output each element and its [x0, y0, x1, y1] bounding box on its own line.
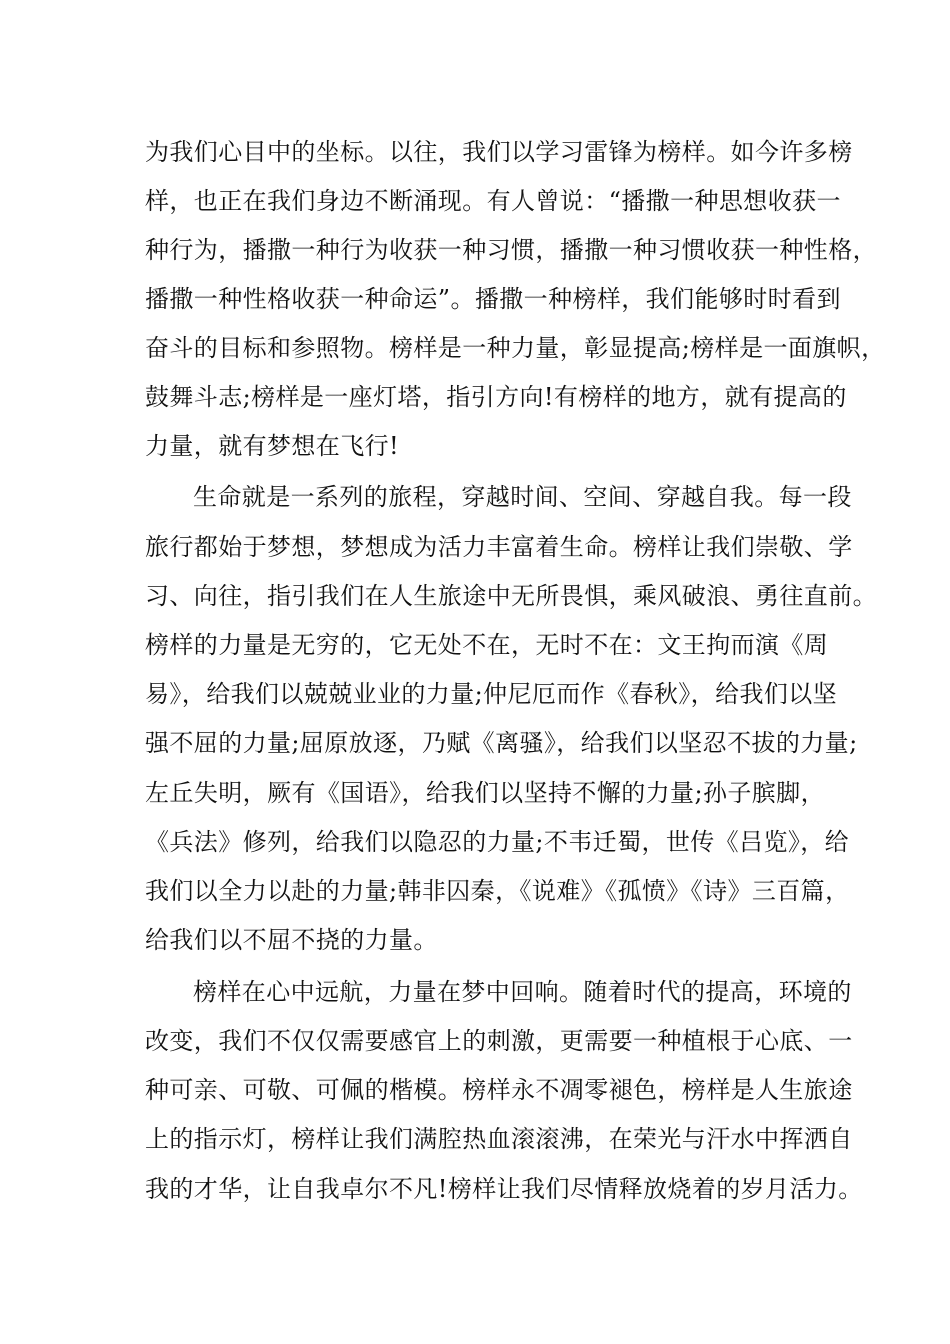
text-line: 样，也正在我们身边不断涌现。有人曾说：“播撒一种思想收获一	[145, 187, 841, 215]
text-line: 给我们以不屈不挠的力量。	[145, 926, 438, 954]
text-line: 改变，我们不仅仅需要感官上的刺激，更需要一种植根于心底、一	[145, 1027, 853, 1055]
text-line: 我的才华，让自我卓尔不凡!榜样让我们尽情释放烧着的岁月活力。	[145, 1175, 863, 1203]
text-line: 榜样的力量是无穷的，它无处不在，无时不在：文王拘而演《周	[145, 631, 829, 659]
text-line: 播撒一种性格收获一种命运”。播撒一种榜样，我们能够时时看到	[145, 285, 841, 313]
text-line: 旅行都始于梦想，梦想成为活力丰富着生命。榜样让我们崇敬、学	[145, 533, 853, 561]
text-line: 强不屈的力量;屈原放逐，乃赋《离骚》，给我们以坚忍不拔的力量;	[145, 729, 858, 757]
text-line: 生命就是一系列的旅程，穿越时间、空间、穿越自我。每一段	[193, 483, 852, 511]
text-line: 我们以全力以赴的力量;韩非囚秦，《说难》《孤愤》《诗》三百篇，	[145, 877, 850, 905]
text-line: 种行为，播撒一种行为收获一种习惯，播撒一种习惯收获一种性格，	[145, 236, 877, 264]
text-line: 力量，就有梦想在飞行!	[145, 432, 400, 460]
text-line: 左丘失明，厥有《国语》，给我们以坚持不懈的力量;孙子膑脚，	[145, 779, 825, 807]
text-line: 为我们心目中的坐标。以往，我们以学习雷锋为榜样。如今许多榜	[145, 138, 853, 166]
text-line: 鼓舞斗志;榜样是一座灯塔，指引方向!有榜样的地方，就有提高的	[145, 383, 847, 411]
text-line: 《兵法》修列，给我们以隐忍的力量;不韦迁蜀，世传《吕览》，给	[145, 828, 850, 856]
text-line: 习、向往，指引我们在人生旅途中无所畏惧，乘风破浪、勇往直前。	[145, 582, 877, 610]
text-line: 榜样在心中远航，力量在梦中回响。随着时代的提高，环境的	[193, 978, 852, 1006]
text-line: 上的指示灯，榜样让我们满腔热血滚滚沸，在荣光与汗水中挥洒自	[145, 1125, 853, 1153]
text-line: 易》，给我们以兢兢业业的力量;仲尼厄而作《春秋》，给我们以坚	[145, 680, 838, 708]
text-line: 种可亲、可敬、可佩的楷模。榜样永不凋零褪色，榜样是人生旅途	[145, 1076, 853, 1104]
text-line: 奋斗的目标和参照物。榜样是一种力量，彰显提高;榜样是一面旗帜，	[145, 334, 886, 362]
